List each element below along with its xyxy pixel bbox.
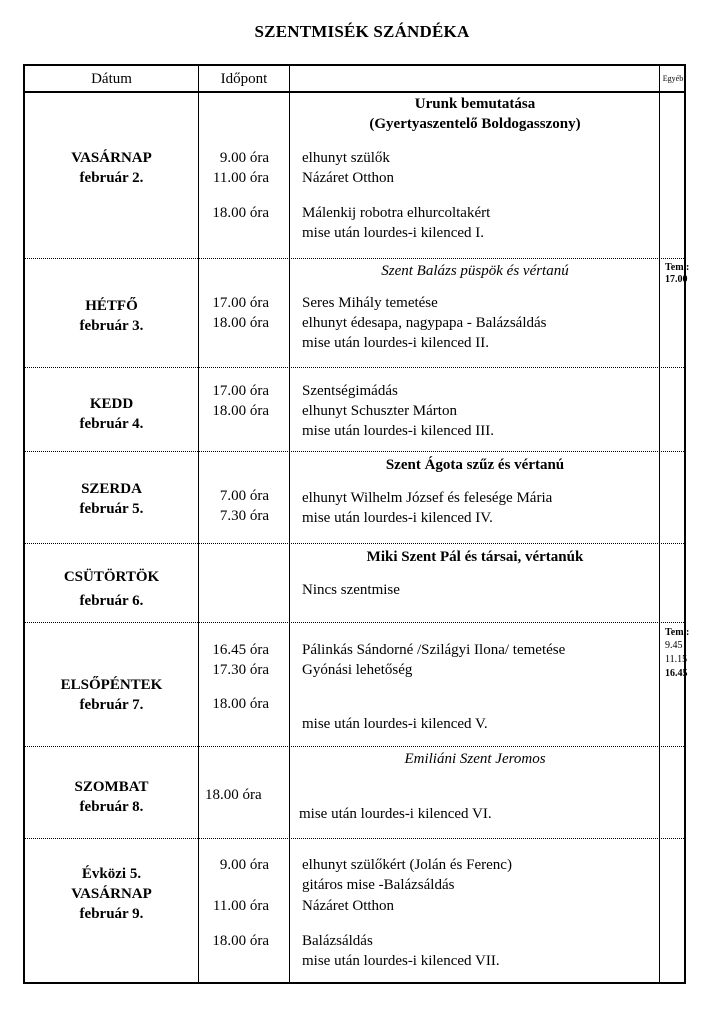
mass-intention: elhunyt Wilhelm József és felesége Mária bbox=[302, 490, 553, 506]
other-note: 16.45 bbox=[665, 668, 688, 679]
mass-intention: elhunyt Schuszter Márton bbox=[302, 403, 457, 419]
mass-intention: Szentségimádás bbox=[302, 383, 398, 399]
day-date: február 5. bbox=[79, 501, 144, 517]
row-divider bbox=[23, 451, 686, 452]
mass-time: 9.00 óra bbox=[219, 150, 269, 166]
mass-time: 11.00 óra bbox=[212, 170, 269, 186]
mass-intention: Názáret Otthon bbox=[302, 170, 395, 186]
mass-intention: Balázsáldás bbox=[302, 933, 373, 949]
mass-time: 17.30 óra bbox=[212, 662, 269, 678]
feast-title: Szent Balázs püspök és vértanú bbox=[381, 263, 569, 279]
other-note: Tem.: bbox=[665, 262, 690, 273]
day-date: február 4. bbox=[79, 416, 144, 432]
mass-time: 16.45 óra bbox=[212, 642, 269, 658]
mass-time: 7.30 óra bbox=[219, 508, 269, 524]
day-date: február 3. bbox=[79, 318, 144, 334]
mass-intention: Seres Mihály temetése bbox=[302, 295, 438, 311]
feast-title: Szent Ágota szűz és vértanú bbox=[385, 457, 565, 473]
other-note: 9.45 bbox=[665, 640, 683, 651]
mass-time: 18.00 óra bbox=[212, 403, 269, 419]
header-time: Időpont bbox=[220, 71, 268, 87]
header-divider bbox=[23, 91, 686, 93]
row-divider bbox=[23, 367, 686, 368]
day-date: február 2. bbox=[79, 170, 144, 186]
day-name: VASÁRNAP bbox=[71, 886, 152, 902]
mass-time: 18.00 óra bbox=[205, 787, 262, 803]
row-divider bbox=[23, 746, 686, 747]
other-note: 11.15 bbox=[665, 654, 688, 665]
mass-time: 11.00 óra bbox=[212, 898, 269, 914]
day-name: VASÁRNAP bbox=[71, 150, 152, 166]
mass-intention: Pálinkás Sándorné /Szilágyi Ilona/ temetése bbox=[302, 642, 566, 658]
header-date: Dátum bbox=[91, 71, 132, 87]
page-title: SZENTMISÉK SZÁNDÉKA bbox=[254, 22, 470, 41]
mass-intention: mise után lourdes-i kilenced VI. bbox=[299, 806, 492, 822]
mass-intention: elhunyt szülőkért (Jolán és Ferenc) bbox=[302, 857, 512, 873]
mass-time: 18.00 óra bbox=[212, 315, 269, 331]
mass-time: 7.00 óra bbox=[219, 488, 269, 504]
feast-title: Miki Szent Pál és társai, vértanúk bbox=[366, 549, 584, 565]
row-divider bbox=[23, 622, 686, 623]
day-name: CSÜTÖRTÖK bbox=[63, 569, 160, 585]
mass-intention: Málenkij robotra elhurcoltakért bbox=[302, 205, 491, 221]
other-note: 17.00 bbox=[665, 274, 688, 285]
mass-intention: gitáros mise -Balázsáldás bbox=[302, 877, 455, 893]
mass-intention: mise után lourdes-i kilenced IV. bbox=[302, 510, 493, 526]
day-name: Évközi 5. bbox=[81, 866, 142, 882]
day-name: KEDD bbox=[89, 396, 134, 412]
mass-intention: elhunyt szülők bbox=[302, 150, 390, 166]
mass-intention: mise után lourdes-i kilenced II. bbox=[302, 335, 490, 351]
row-divider bbox=[23, 543, 686, 544]
mass-intention: mise után lourdes-i kilenced III. bbox=[302, 423, 495, 439]
row-divider bbox=[23, 258, 686, 259]
header-other: Egyéb bbox=[662, 74, 684, 83]
day-date: február 9. bbox=[79, 906, 144, 922]
feast-title: (Gyertyaszentelő Boldogasszony) bbox=[369, 116, 581, 132]
feast-title: Emiliáni Szent Jeromos bbox=[404, 751, 546, 767]
day-date: február 6. bbox=[79, 593, 144, 609]
day-date: február 8. bbox=[79, 799, 144, 815]
day-name: HÉTFŐ bbox=[85, 298, 138, 314]
mass-time: 17.00 óra bbox=[212, 383, 269, 399]
mass-time: 18.00 óra bbox=[212, 933, 269, 949]
day-name: SZERDA bbox=[81, 481, 142, 497]
day-date: február 7. bbox=[79, 697, 144, 713]
mass-intention: elhunyt édesapa, nagypapa - Balázsáldás bbox=[302, 315, 547, 331]
mass-intention: Názáret Otthon bbox=[302, 898, 395, 914]
mass-intention: mise után lourdes-i kilenced VII. bbox=[302, 953, 500, 969]
mass-time: 17.00 óra bbox=[212, 295, 269, 311]
mass-intention: Gyónási lehetőség bbox=[302, 662, 413, 678]
mass-intention: mise után lourdes-i kilenced V. bbox=[302, 716, 488, 732]
day-name: SZOMBAT bbox=[74, 779, 149, 795]
column-divider bbox=[659, 64, 660, 984]
mass-time: 9.00 óra bbox=[219, 857, 269, 873]
day-name: ELSŐPÉNTEK bbox=[60, 677, 163, 693]
column-divider bbox=[289, 64, 290, 984]
mass-intention: mise után lourdes-i kilenced I. bbox=[302, 225, 485, 241]
mass-time: 18.00 óra bbox=[212, 696, 269, 712]
mass-time: 18.00 óra bbox=[212, 205, 269, 221]
feast-title: Urunk bemutatása bbox=[414, 96, 536, 112]
row-divider bbox=[23, 838, 686, 839]
mass-intention: Nincs szentmise bbox=[302, 582, 400, 598]
other-note: Tem.: bbox=[665, 627, 690, 638]
column-divider bbox=[198, 64, 199, 984]
